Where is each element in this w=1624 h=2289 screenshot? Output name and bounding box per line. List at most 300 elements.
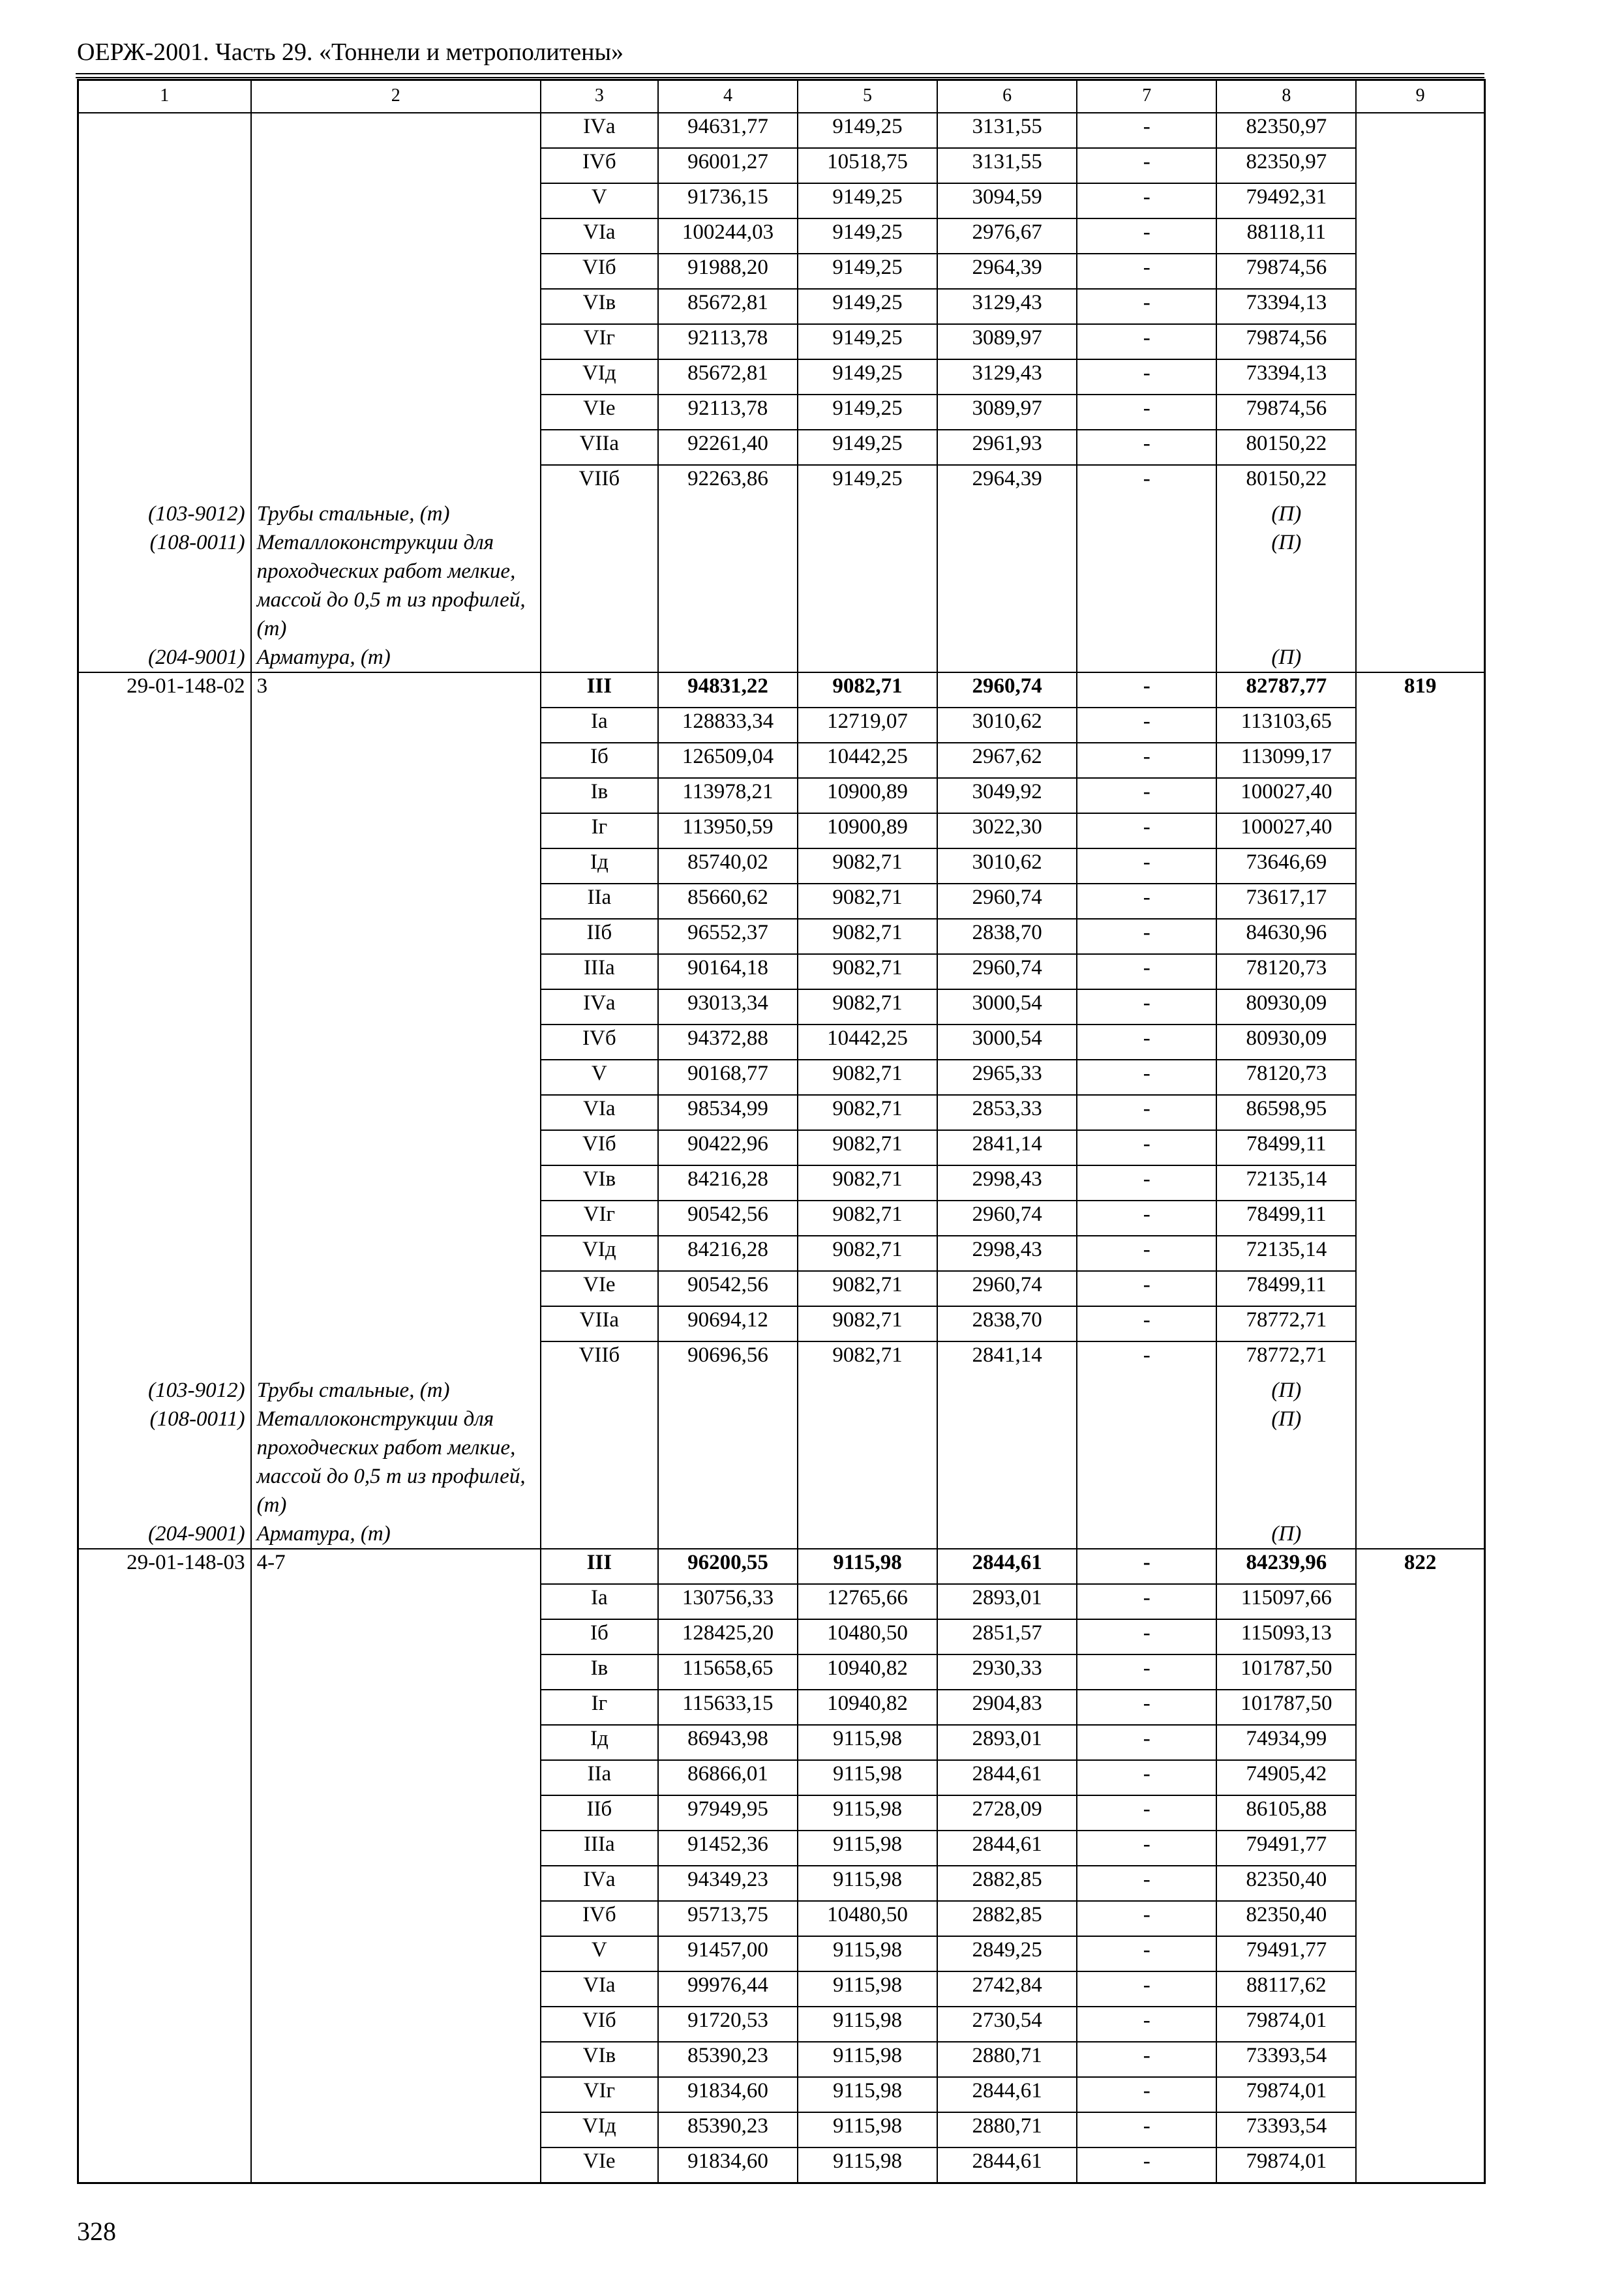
table-row [78,1165,1485,1201]
value-cell-col6: 2841,14 [937,1341,1077,1376]
value-cell-col3: VIв [541,289,658,324]
table-row [78,1341,1485,1376]
value-cell-col8: 88118,11 [1216,218,1356,254]
rate-code-cell: 29-01-148-02 [78,672,251,708]
value-cell-col3: Iг [541,813,658,848]
table-row [78,1654,1485,1690]
value-cell-col4: 92113,78 [658,324,798,359]
rate-code-cell [78,2007,251,2042]
value-cell-col6: 2844,61 [937,2147,1077,2183]
column-number-6: 6 [937,80,1077,113]
section-cell [251,778,541,813]
resource-code: (204-9001) [78,1519,251,1549]
rate-code-cell [78,1025,251,1060]
section-cell [251,1690,541,1725]
value-cell-col3: VIб [541,2007,658,2042]
section-cell [251,148,541,183]
empty-cell [1356,643,1484,672]
page-ref-cell [1356,113,1484,148]
page-ref-cell [1356,1025,1484,1060]
value-cell-col3: IIIа [541,954,658,989]
value-cell-col4: 94631,77 [658,113,798,148]
value-cell-col6: 3131,55 [937,113,1077,148]
value-cell-col5: 9149,25 [798,113,937,148]
table-row [78,1831,1485,1866]
table-row [78,1795,1485,1831]
table-row [78,1760,1485,1795]
value-cell-col3: VIб [541,1130,658,1165]
value-cell-col6: 2893,01 [937,1725,1077,1760]
value-cell-col8: 80150,22 [1216,430,1356,465]
value-cell-col7: - [1077,1095,1216,1130]
value-cell-col8: 74905,42 [1216,1760,1356,1795]
resource-code: (103-9012) [78,500,251,528]
value-cell-col7: - [1077,395,1216,430]
value-cell-col8: 80930,09 [1216,1025,1356,1060]
value-cell-col6: 2851,57 [937,1619,1077,1654]
page-ref-cell: 819 [1356,672,1484,708]
section-cell [251,1306,541,1341]
section-cell [251,289,541,324]
value-cell-col4: 100244,03 [658,218,798,254]
value-cell-col4: 85390,23 [658,2042,798,2077]
rate-code-cell [78,1654,251,1690]
rate-code-cell [78,113,251,148]
value-cell-col3: IVа [541,1866,658,1901]
value-cell-col5: 9082,71 [798,884,937,919]
table-row [78,183,1485,218]
table-row [78,2147,1485,2183]
value-cell-col7: - [1077,359,1216,395]
value-cell-col8: 115093,13 [1216,1619,1356,1654]
rate-code-cell [78,430,251,465]
value-cell-col7: - [1077,1584,1216,1619]
value-cell-col6: 2960,74 [937,1271,1077,1306]
section-cell [251,359,541,395]
value-cell-col7: - [1077,1130,1216,1165]
value-cell-col8: 79874,01 [1216,2077,1356,2112]
value-cell-col7: - [1077,1165,1216,1201]
value-cell-col7: - [1077,672,1216,708]
page-ref-cell [1356,183,1484,218]
resource-mark: (П) [1216,643,1356,672]
header-rule-top [76,73,1484,74]
section-cell [251,1619,541,1654]
table-row [78,1095,1485,1130]
value-cell-col5: 9115,98 [798,2007,937,2042]
page-ref-cell [1356,1725,1484,1760]
value-cell-col4: 85672,81 [658,289,798,324]
value-cell-col3: VIе [541,2147,658,2183]
value-cell-col4: 91736,15 [658,183,798,218]
rate-code-cell [78,218,251,254]
page-ref-cell [1356,1690,1484,1725]
header-rule-bottom [76,77,1484,78]
table-row [78,2042,1485,2077]
value-cell-col5: 10940,82 [798,1690,937,1725]
value-cell-col7: - [1077,1725,1216,1760]
table-row [78,1619,1485,1654]
rate-code-cell [78,1060,251,1095]
table-row [78,813,1485,848]
page-ref-cell [1356,1095,1484,1130]
value-cell-col6: 2844,61 [937,1760,1077,1795]
section-cell: 3 [251,672,541,708]
table-row [78,148,1485,183]
page-ref-cell [1356,2112,1484,2147]
rate-code-cell [78,1866,251,1901]
value-cell-col6: 3131,55 [937,148,1077,183]
page-ref-cell [1356,1271,1484,1306]
empty-cell [1077,1405,1216,1519]
page-ref-cell [1356,1306,1484,1341]
value-cell-col8: 79874,56 [1216,324,1356,359]
page-ref-cell [1356,1654,1484,1690]
table-row [78,324,1485,359]
value-cell-col5: 9149,25 [798,430,937,465]
value-cell-col3: Iб [541,743,658,778]
empty-cell [1077,500,1216,528]
value-cell-col6: 3129,43 [937,359,1077,395]
value-cell-col8: 79492,31 [1216,183,1356,218]
value-cell-col6: 2882,85 [937,1901,1077,1936]
value-cell-col6: 3010,62 [937,848,1077,884]
table-row [78,1725,1485,1760]
rate-code-cell [78,1690,251,1725]
page-ref-cell [1356,1236,1484,1271]
page-ref-cell [1356,1584,1484,1619]
value-cell-col7: - [1077,1549,1216,1584]
section-cell [251,1795,541,1831]
value-cell-col5: 9082,71 [798,919,937,954]
value-cell-col7: - [1077,1060,1216,1095]
value-cell-col4: 128833,34 [658,708,798,743]
column-number-9: 9 [1356,80,1484,113]
price-table [77,79,1486,2184]
table-row [78,430,1485,465]
value-cell-col4: 91457,00 [658,1936,798,1971]
value-cell-col6: 2960,74 [937,884,1077,919]
value-cell-col4: 84216,28 [658,1236,798,1271]
value-cell-col5: 9082,71 [798,954,937,989]
rate-code-cell [78,324,251,359]
rate-code-cell [78,919,251,954]
table-row [78,1936,1485,1971]
page-ref-cell [1356,359,1484,395]
value-cell-col7: - [1077,2147,1216,2183]
page-ref-cell [1356,1341,1484,1376]
table-row [78,1971,1485,2007]
value-cell-col3: IIа [541,884,658,919]
table-row [78,359,1485,395]
value-cell-col8: 79874,56 [1216,395,1356,430]
table-row [78,1866,1485,1901]
value-cell-col3: VIд [541,1236,658,1271]
empty-cell [798,500,937,528]
value-cell-col6: 2730,54 [937,2007,1077,2042]
table-row [78,2007,1485,2042]
value-cell-col5: 9082,71 [798,1201,937,1236]
value-cell-col4: 113978,21 [658,778,798,813]
resource-code: (108-0011) [78,1405,251,1519]
value-cell-col7: - [1077,1236,1216,1271]
rate-code-cell [78,1795,251,1831]
value-cell-col7: - [1077,848,1216,884]
table-row [78,2077,1485,2112]
rate-code-cell [78,1936,251,1971]
page-ref-cell [1356,1130,1484,1165]
table-row [78,465,1485,500]
section-cell [251,1654,541,1690]
value-cell-col5: 9149,25 [798,324,937,359]
value-cell-col7: - [1077,218,1216,254]
section-cell [251,183,541,218]
page-ref-cell [1356,1901,1484,1936]
section-cell [251,1725,541,1760]
rate-code-cell [78,2112,251,2147]
value-cell-col5: 9115,98 [798,1760,937,1795]
value-cell-col7: - [1077,289,1216,324]
empty-cell [541,500,658,528]
section-cell [251,989,541,1025]
value-cell-col8: 82350,40 [1216,1866,1356,1901]
empty-cell [1356,500,1484,528]
value-cell-col6: 2838,70 [937,1306,1077,1341]
page-ref-cell [1356,430,1484,465]
section-cell [251,2077,541,2112]
rate-code-cell: 29-01-148-03 [78,1549,251,1584]
column-number-row [78,80,1485,113]
section-cell [251,1866,541,1901]
empty-cell [541,643,658,672]
table-row [78,1025,1485,1060]
value-cell-col4: 84216,28 [658,1165,798,1201]
value-cell-col6: 3000,54 [937,989,1077,1025]
value-cell-col8: 101787,50 [1216,1654,1356,1690]
value-cell-col3: VIе [541,1271,658,1306]
section-cell [251,218,541,254]
value-cell-col5: 9149,25 [798,289,937,324]
rate-code-cell [78,1165,251,1201]
page-ref-cell [1356,1936,1484,1971]
value-cell-col7: - [1077,1760,1216,1795]
table-row [78,254,1485,289]
value-cell-col7: - [1077,1831,1216,1866]
value-cell-col6: 2930,33 [937,1654,1077,1690]
section-cell [251,743,541,778]
value-cell-col3: VIг [541,324,658,359]
page-ref-cell [1356,813,1484,848]
value-cell-col4: 91834,60 [658,2077,798,2112]
page-ref-cell [1356,1060,1484,1095]
value-cell-col8: 82350,97 [1216,148,1356,183]
section-cell [251,2147,541,2183]
value-cell-col7: - [1077,465,1216,500]
value-cell-col5: 9082,71 [798,1341,937,1376]
rate-code-cell [78,1725,251,1760]
value-cell-col5: 9115,98 [798,2147,937,2183]
value-cell-col6: 2961,93 [937,430,1077,465]
empty-cell [1077,1376,1216,1405]
page-ref-cell [1356,708,1484,743]
empty-cell [541,528,658,643]
value-cell-col7: - [1077,1619,1216,1654]
value-cell-col8: 79874,56 [1216,254,1356,289]
value-cell-col4: 90422,96 [658,1130,798,1165]
page-ref-cell [1356,1619,1484,1654]
value-cell-col3: VIа [541,218,658,254]
value-cell-col8: 80150,22 [1216,465,1356,500]
value-cell-col5: 10480,50 [798,1619,937,1654]
value-cell-col5: 12719,07 [798,708,937,743]
section-cell [251,1201,541,1236]
empty-cell [937,528,1077,643]
resource-mark: (П) [1216,500,1356,528]
value-cell-col3: Iг [541,1690,658,1725]
value-cell-col6: 2742,84 [937,1971,1077,2007]
section-cell [251,848,541,884]
value-cell-col5: 9149,25 [798,183,937,218]
section-cell [251,1236,541,1271]
value-cell-col4: 130756,33 [658,1584,798,1619]
resource-name: Арматура, (т) [251,1519,541,1549]
resource-mark: (П) [1216,528,1356,643]
value-cell-col3: IIб [541,919,658,954]
page-ref-cell [1356,954,1484,989]
value-cell-col8: 73394,13 [1216,289,1356,324]
table-row [78,989,1485,1025]
value-cell-col3: VIд [541,2112,658,2147]
table-row [78,848,1485,884]
value-cell-col3: VIа [541,1095,658,1130]
resource-row [78,1376,1485,1405]
value-cell-col7: - [1077,113,1216,148]
value-cell-col7: - [1077,708,1216,743]
section-cell [251,1936,541,1971]
value-cell-col5: 9115,98 [798,2042,937,2077]
value-cell-col4: 94372,88 [658,1025,798,1060]
value-cell-col5: 9149,25 [798,395,937,430]
page-ref-cell [1356,1866,1484,1901]
value-cell-col6: 2844,61 [937,2077,1077,2112]
value-cell-col3: Iд [541,848,658,884]
resource-name: Металлоконструкции для проходческих работ мелкие, массой до 0,5 т из профилей, (т) [251,528,541,643]
value-cell-col5: 9149,25 [798,254,937,289]
value-cell-col4: 85672,81 [658,359,798,395]
value-cell-col6: 2960,74 [937,672,1077,708]
value-cell-col4: 126509,04 [658,743,798,778]
rate-code-cell [78,1271,251,1306]
value-cell-col5: 9115,98 [798,1549,937,1584]
table-row [78,289,1485,324]
resource-name: Трубы стальные, (т) [251,1376,541,1405]
value-cell-col3: VIIб [541,465,658,500]
table-row [78,2112,1485,2147]
empty-cell [658,1376,798,1405]
empty-cell [1077,528,1216,643]
rate-code-cell [78,1341,251,1376]
value-cell-col6: 2967,62 [937,743,1077,778]
resource-mark: (П) [1216,1519,1356,1549]
value-cell-col7: - [1077,1341,1216,1376]
value-cell-col5: 10940,82 [798,1654,937,1690]
value-cell-col5: 10900,89 [798,813,937,848]
value-cell-col8: 100027,40 [1216,813,1356,848]
rate-code-cell [78,254,251,289]
value-cell-col4: 85660,62 [658,884,798,919]
value-cell-col8: 78499,11 [1216,1201,1356,1236]
value-cell-col4: 90694,12 [658,1306,798,1341]
rate-code-cell [78,465,251,500]
value-cell-col8: 73393,54 [1216,2042,1356,2077]
value-cell-col7: - [1077,1654,1216,1690]
section-cell [251,1130,541,1165]
value-cell-col8: 79491,77 [1216,1936,1356,1971]
table-row [78,884,1485,919]
value-cell-col5: 10900,89 [798,778,937,813]
value-cell-col6: 2880,71 [937,2112,1077,2147]
section-cell [251,113,541,148]
value-cell-col3: VIа [541,1971,658,2007]
value-cell-col7: - [1077,1306,1216,1341]
value-cell-col4: 96552,37 [658,919,798,954]
value-cell-col7: - [1077,148,1216,183]
value-cell-col6: 2844,61 [937,1831,1077,1866]
value-cell-col7: - [1077,884,1216,919]
section-cell [251,465,541,500]
value-cell-col7: - [1077,1866,1216,1901]
empty-cell [798,1405,937,1519]
section-cell [251,254,541,289]
value-cell-col6: 2841,14 [937,1130,1077,1165]
value-cell-col4: 85390,23 [658,2112,798,2147]
table-row [78,1060,1485,1095]
resource-row [78,500,1485,528]
value-cell-col8: 78120,73 [1216,1060,1356,1095]
rate-code-cell [78,2147,251,2183]
section-cell [251,395,541,430]
value-cell-col3: IVб [541,148,658,183]
value-cell-col8: 78499,11 [1216,1271,1356,1306]
rate-code-cell [78,2042,251,2077]
empty-cell [1356,528,1484,643]
column-number-3: 3 [541,80,658,113]
table-row [78,954,1485,989]
value-cell-col8: 82350,97 [1216,113,1356,148]
value-cell-col4: 92263,86 [658,465,798,500]
value-cell-col6: 2904,83 [937,1690,1077,1725]
resource-row [78,643,1485,672]
value-cell-col4: 91834,60 [658,2147,798,2183]
resource-row [78,1405,1485,1519]
value-cell-col8: 84630,96 [1216,919,1356,954]
value-cell-col3: IVб [541,1901,658,1936]
value-cell-col8: 73617,17 [1216,884,1356,919]
value-cell-col6: 3010,62 [937,708,1077,743]
value-cell-col7: - [1077,1201,1216,1236]
value-cell-col6: 2965,33 [937,1060,1077,1095]
value-cell-col3: VIг [541,2077,658,2112]
empty-cell [937,1376,1077,1405]
value-cell-col4: 85740,02 [658,848,798,884]
table-row [78,1130,1485,1165]
page-ref-cell [1356,395,1484,430]
table-row [78,1584,1485,1619]
value-cell-col5: 9115,98 [798,1831,937,1866]
value-cell-col3: III [541,1549,658,1584]
value-cell-col7: - [1077,1271,1216,1306]
page-ref-cell [1356,148,1484,183]
